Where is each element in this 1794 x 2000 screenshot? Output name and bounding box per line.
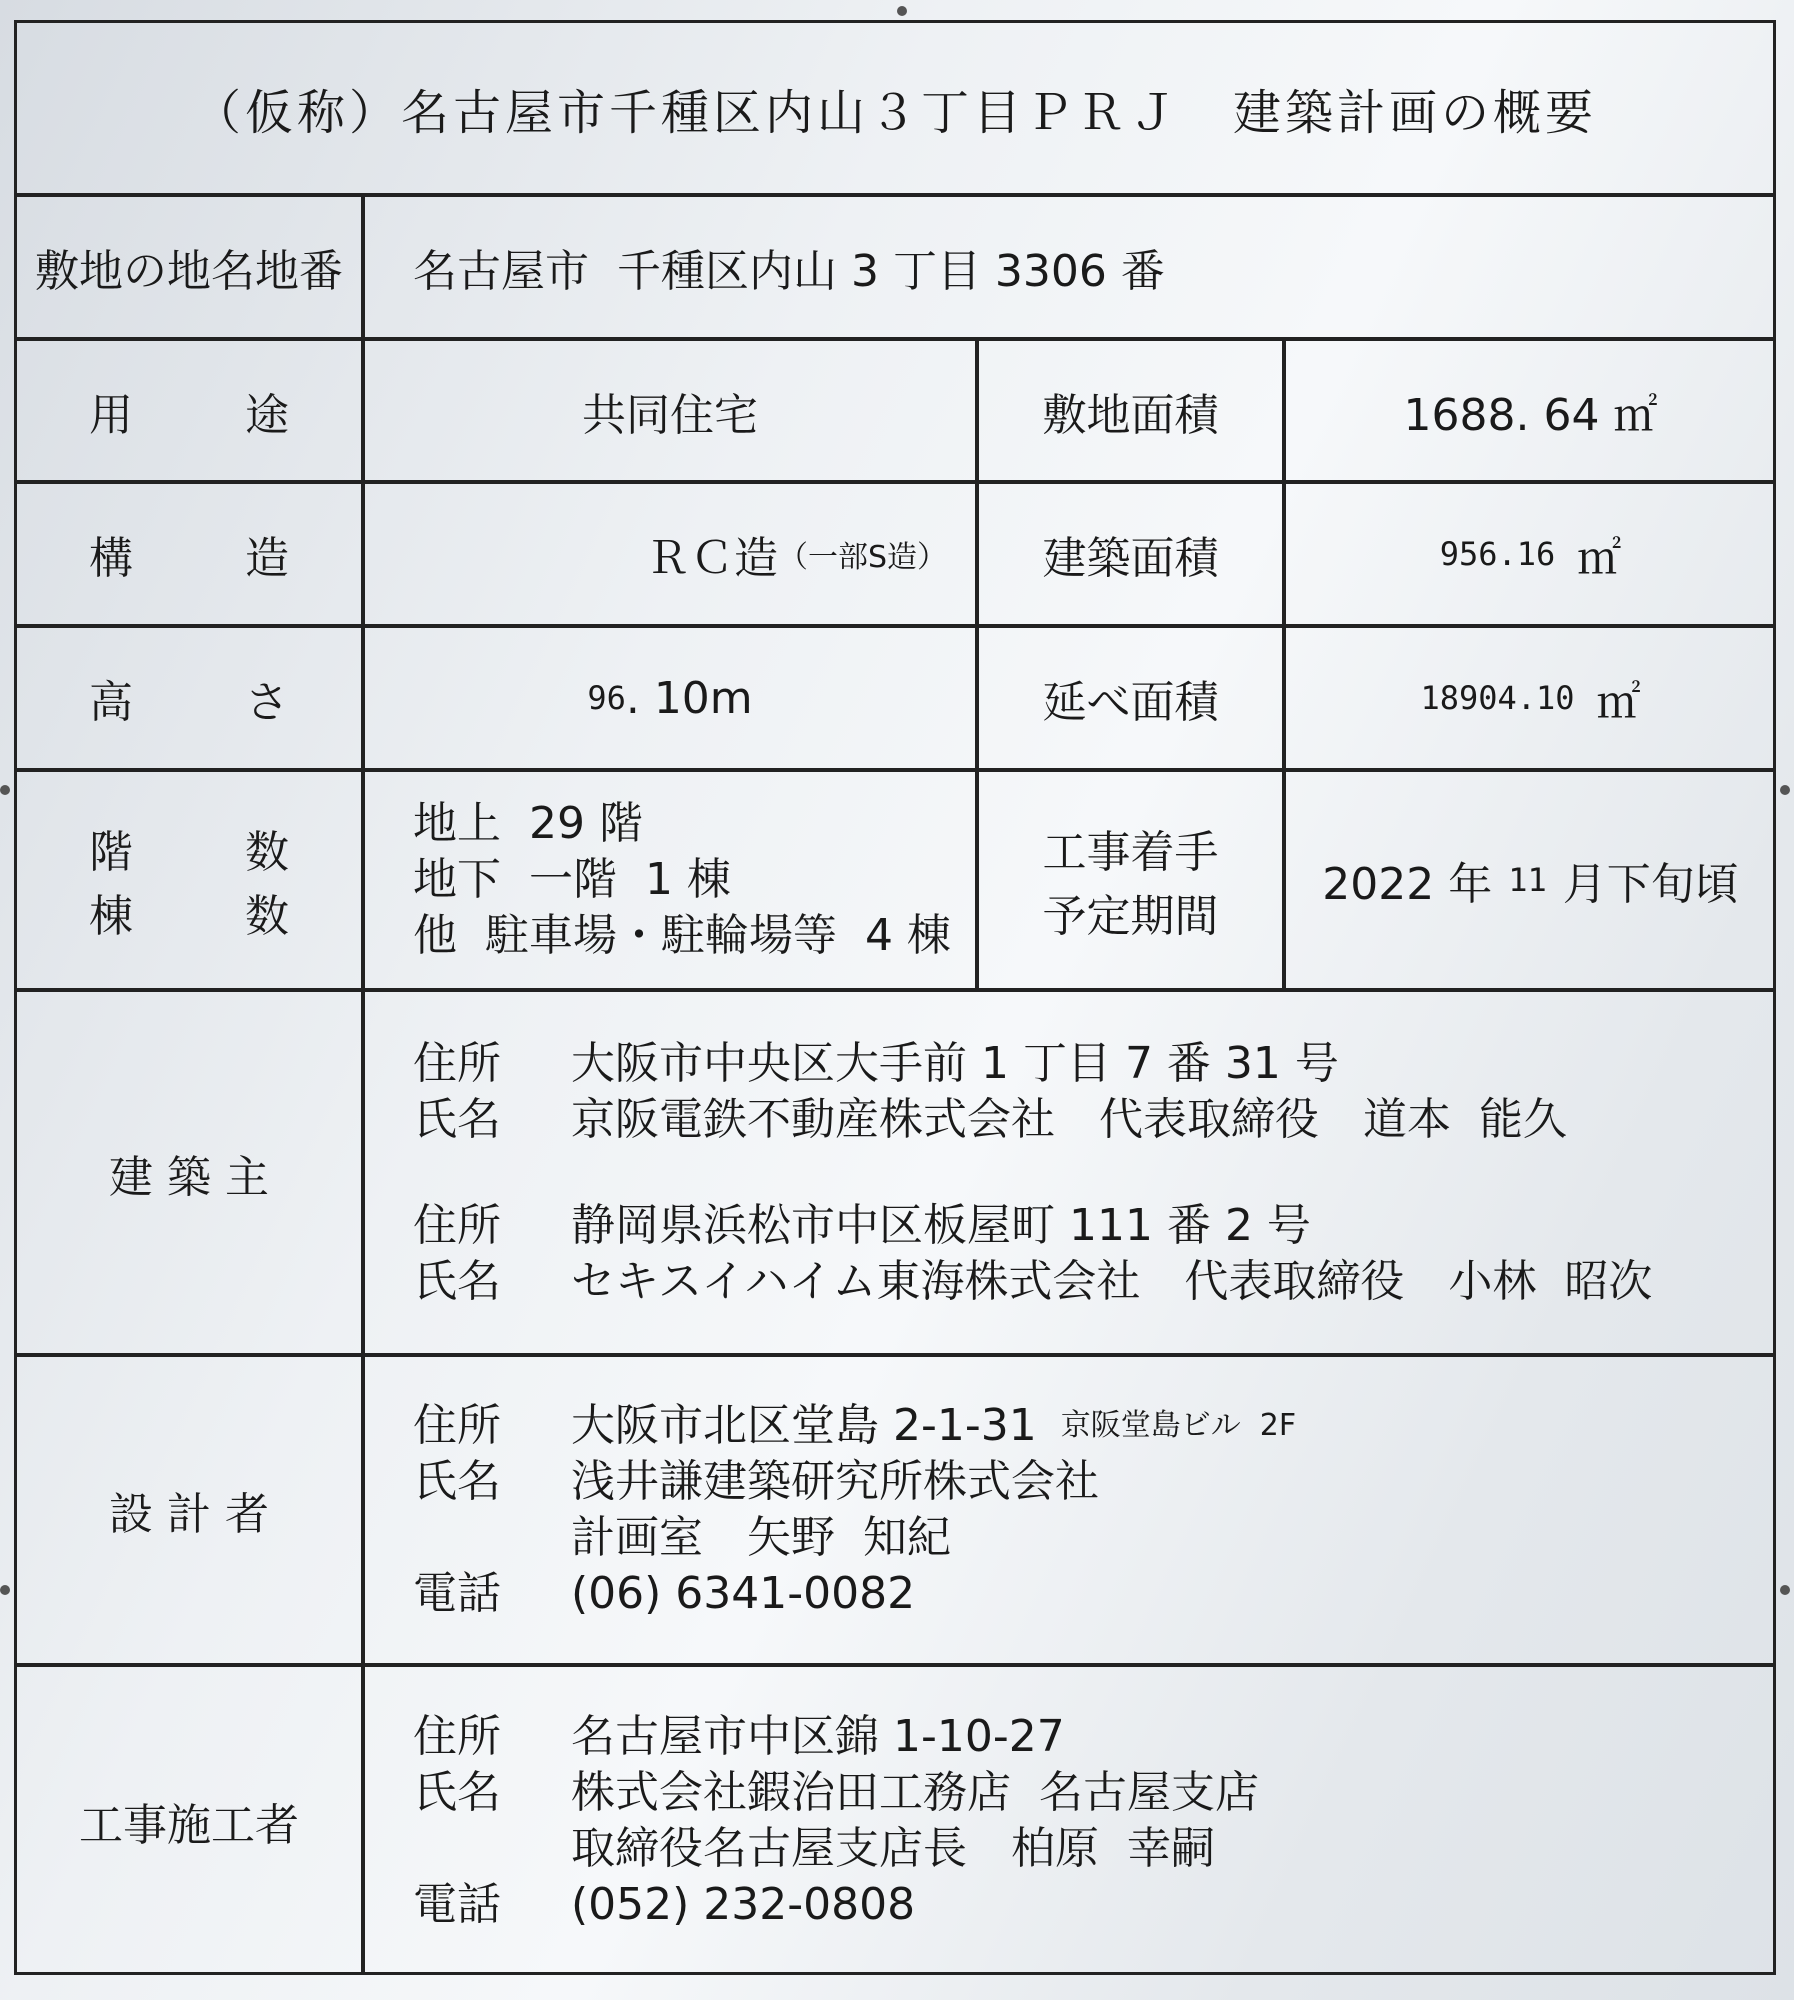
- designer-contact: 計画室 矢野 知紀: [571, 1512, 951, 1563]
- owner-name: セキスイハイム東海株式会社 代表取締役 小林 昭次: [571, 1255, 1653, 1307]
- screw-icon: [897, 6, 907, 16]
- screw-icon: [1780, 785, 1790, 795]
- contractor-phone: (052) 232-0808: [571, 1879, 916, 1930]
- building-area-label: 建築面積: [1042, 533, 1219, 584]
- designer-address-note: 京阪堂島ビル 2F: [1060, 1408, 1297, 1443]
- floors-line: 他 駐車場・駐輪場等 4 棟: [413, 910, 951, 961]
- screw-icon: [1780, 1585, 1790, 1595]
- floors-line: 地下 一階 1 棟: [413, 854, 731, 905]
- site-value: 名古屋市 千種区内山 3 丁目 3306 番: [413, 246, 1165, 297]
- contractor-name: 株式会社鍜治田工務店 名古屋支店: [571, 1767, 1259, 1818]
- designer-phone: (06) 6341-0082: [571, 1568, 916, 1619]
- contractor-contact: 取締役名古屋支店長 柏原 幸嗣: [571, 1823, 1215, 1874]
- height-value: [365, 628, 975, 768]
- total-floor-area-number: 18904.10: [1420, 679, 1575, 717]
- structure-value: [365, 484, 975, 624]
- total-floor-area-value: [1286, 628, 1775, 768]
- owner-address: 大阪市中央区大手前 1 丁目 7 番 31 号: [571, 1037, 1339, 1089]
- screw-icon: [0, 1585, 10, 1595]
- designer-name: 浅井謙建築研究所株式会社: [571, 1456, 1099, 1507]
- contractor-label: 工事施工者: [79, 1800, 299, 1851]
- owner-address: 静岡県浜松市中区板屋町 111 番 2 号: [571, 1199, 1311, 1251]
- owner-value: 住所 大阪市中央区大手前 1 丁目 7 番 31 号 氏名 京阪電鉄不動産株式会社 代表取締役 道本 能久 住所 静岡県浜松市中区板屋町 111 番 2 号 氏名 セキスイハイム東海株式会社 代表取締役 小林 昭次: [365, 992, 1775, 1353]
- structure-note: （一部S造）: [777, 540, 947, 575]
- designer-address: 大阪市北区堂島 2-1-31: [571, 1400, 1037, 1451]
- total-floor-area-label: 延べ面積: [1042, 677, 1219, 728]
- total-floor-area-unit: ㎡: [1596, 677, 1641, 728]
- height-prefix: 96: [587, 679, 626, 717]
- construction-start-value: [1286, 772, 1775, 988]
- building-area-value: [1286, 484, 1775, 624]
- start-month: 11: [1508, 861, 1547, 899]
- site-area-label: 敷地面積: [1042, 389, 1219, 441]
- site-label: 敷地の地名地番: [35, 246, 343, 297]
- start-period: 月下旬頃: [1562, 859, 1739, 910]
- start-year: 2022 年: [1322, 859, 1493, 910]
- overview-table: [14, 20, 1776, 1975]
- building-area-number: 956.16: [1439, 535, 1556, 573]
- site-area-value: 1688. 64 ㎡: [1403, 389, 1658, 441]
- construction-start-label: 工事着手 予定期間: [1042, 827, 1219, 942]
- floors-label: 階 数 棟 数: [89, 827, 289, 942]
- height-label: 高 さ: [89, 677, 289, 728]
- screw-icon: [0, 785, 10, 795]
- contractor-address: 名古屋市中区錦 1-10-27: [571, 1711, 1065, 1762]
- owner-label: 建 築 主: [109, 1151, 269, 1203]
- structure-label: 構 造: [89, 533, 289, 584]
- designer-value: 住所 大阪市北区堂島 2-1-31 京阪堂島ビル 2F 氏名 浅井謙建築研究所株式会社 計画室 矢野 知紀 電話 (06) 6341-0082: [365, 1357, 1775, 1663]
- owner-name: 京阪電鉄不動産株式会社 代表取締役 道本 能久: [571, 1093, 1567, 1145]
- contractor-value: 住所 名古屋市中区錦 1-10-27 氏名 株式会社鍜治田工務店 名古屋支店 取締役名古屋支店長 柏原 幸嗣 電話 (052) 232-0808: [365, 1667, 1775, 1975]
- height-number: . 10m: [625, 672, 753, 724]
- use-label: 用 途: [89, 389, 289, 441]
- use-value: 共同住宅: [582, 389, 758, 441]
- building-area-unit: ㎡: [1577, 533, 1622, 584]
- structure-main: ＲＣ造: [645, 533, 778, 584]
- page-title: （仮称）名古屋市千種区内山３丁目ＰＲＪ 建築計画の概要: [17, 23, 1773, 197]
- floors-value: [365, 772, 975, 988]
- designer-label: 設 計 者: [109, 1489, 269, 1540]
- floors-line: 地上 29 階: [413, 798, 643, 849]
